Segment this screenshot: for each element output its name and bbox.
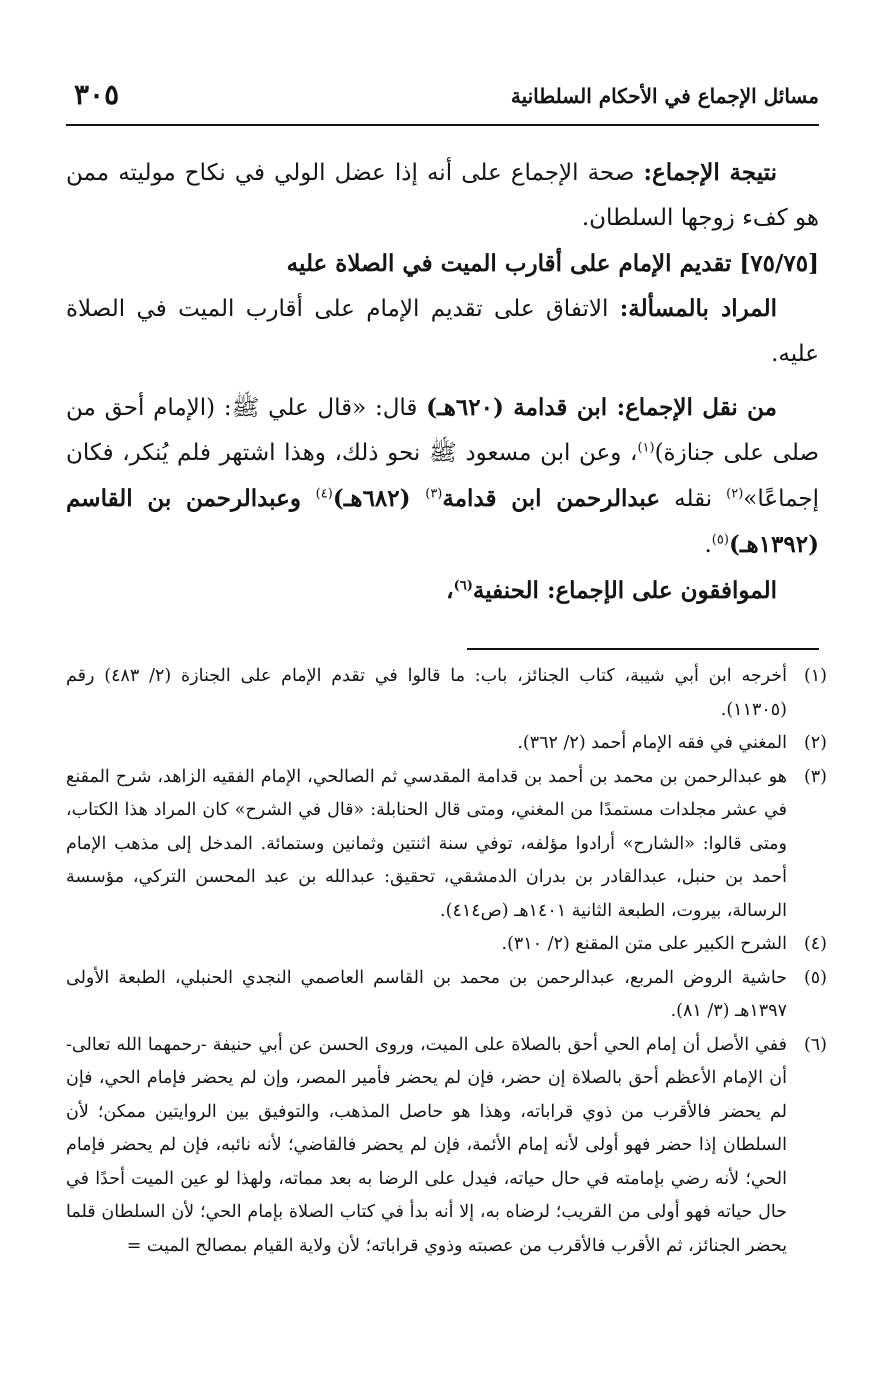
transmitters-paragraph (66, 385, 819, 568)
footnote-text: هو عبدالرحمن بن محمد بن أحمد بن قدامة المقدسي ثم الصالحي، الإمام الفقيه الزاهد، شرح المقنع في عشر مجلدات مستمدًا من المغني، ومتى قال الحنابلة: «قال في الشرح» كان المراد هذا الكتاب، ومتى قالوا: «الشارح» أرادوا مؤلفه، توفي سنة اثنتين وثمانين وستمائة. المدخل إلى مذهب الإمام أحمد بن حنبل، عبدالقادر بن بدران الدمشقي، تحقيق: عبدالله بن عبد المحسن التركي، مؤسسة الرسالة، بيروت، الطبعة الثانية ١٤٠١هـ (ص٤١٤). (66, 766, 787, 921)
header-rule (66, 124, 819, 126)
footnote-rule (467, 648, 819, 650)
result-label: نتيجة الإجماع: (643, 159, 778, 186)
footnote-4 (66, 928, 827, 962)
footnotes (66, 660, 827, 1263)
footnote-text: ففي الأصل أن إمام الحي أحق بالصلاة على الميت، وروى الحسن عن أبي حنيفة -رحمهما الله تعالى- أن الإمام الأعظم أحق بالصلاة إن حضر، فإن لم يحضر فأمير المصر، وإن لم يحضر فإمام الحي، فإن لم يحضر فالأقرب من ذوي قراباته، وهذا هو حاصل المذهب، والتوفيق بين الروايتين ممكن؛ لأن السلطان إذا حضر فهو أولى لأنه إمام الأئمة، فإن لم يحضر فالقاضي؛ لأنه نائبه، فإن لم يحضر فإمام الحي؛ لأنه رضي بإمامته في حال حياته، فيدل على الرضا به بعد مماته، ولهذا لو عين الميت أحدًا في حال حياته فهو أولى من القريب؛ لرضاه به، إلا أنه بدأ في كتاب الصلاة بإمام الحي؛ لأن السلطان قلما يحضر الجنائز، ثم الأقرب فالأقرب من عصبته وذوي قراباته؛ لأن ولاية القيام بمصالح الميت = (66, 1034, 787, 1256)
footnote-ref-6[interactable]: (٦) (453, 578, 473, 594)
footnote-3 (66, 761, 827, 929)
quote-part-1: قال: «قال علي ﷺ: (الإمام أحق من صلى على جنازة) (66, 395, 819, 466)
quote-part-3: نقله (660, 486, 727, 512)
consensus-result-paragraph (66, 150, 819, 241)
date-682: (٦٨٢هـ) (332, 485, 426, 512)
footnote-1 (66, 660, 827, 727)
footnote-ref-1[interactable]: (١) (637, 440, 655, 456)
footnote-number: (٥) (803, 967, 827, 988)
result-text: صحة الإجماع على أنه إذا عضل الولي في نكاح موليته ممن هو كفء زوجها السلطان. (66, 160, 819, 231)
footnote-number: (٤) (803, 934, 827, 954)
footnote-text: أخرجه ابن أبي شيبة، كتاب الجنائز، باب: ما قالوا في تقدم الإمام على الجنازة (٢/ ٤٨٣) رقم (١١٣٠٥). (66, 666, 787, 720)
footnote-ref-4[interactable]: (٤) (315, 486, 333, 502)
footnote-2 (66, 727, 827, 761)
footnote-ref-2[interactable]: (٢) (726, 486, 744, 502)
main-text (66, 150, 819, 613)
quote-part-2: ، وعن ابن مسعود ﷺ نحو ذلك، وهذا اشتهر فلم يُنكر، فكان إجماعًا» (66, 440, 819, 512)
meaning-text: الاتفاق على تقديم الإمام على أقارب الميت في الصلاة عليه. (66, 296, 819, 367)
meaning-paragraph (66, 286, 819, 377)
agreeing-line (66, 568, 819, 613)
page-header (66, 78, 819, 122)
footnote-number: (١) (803, 666, 827, 686)
page-number: ٣٠٥ (74, 78, 120, 111)
ibn-al-qasim: وعبدالرحمن بن القاسم (١٣٩٢هـ) (66, 485, 819, 558)
footnote-text: الشرح الكبير على متن المقنع (٢/ ٣١٠). (501, 934, 787, 954)
abdulrahman-ibn-qudama: عبدالرحمن ابن قدامة (442, 485, 661, 512)
running-title: مسائل الإجماع في الأحكام السلطانية (510, 84, 819, 108)
footnote-number: (٢) (803, 733, 827, 753)
footnote-ref-5[interactable]: (٥) (711, 532, 729, 548)
footnote-6 (66, 1029, 827, 1264)
ibn-qudama: ابن قدامة (٦٢٠هـ) (426, 394, 617, 421)
agreeing-text: الموافقون على الإجماع: الحنفية (472, 577, 777, 604)
footnote-number: (٦) (803, 1034, 827, 1055)
footnote-text: المغني في فقه الإمام أحمد (٢/ ٣٦٢). (517, 733, 787, 753)
footnote-text: حاشية الروض المربع، عبدالرحمن بن محمد بن القاسم العاصمي النجدي الحنبلي، الطبعة الأولى ١٣٩٧هـ (٣/ ٨١). (66, 967, 787, 1021)
meaning-label: المراد بالمسألة: (619, 295, 778, 322)
footnote-number: (٣) (803, 766, 827, 787)
footnote-5 (66, 962, 827, 1029)
period: . (704, 532, 712, 558)
footnote-ref-3[interactable]: (٣) (425, 486, 443, 502)
transmitters-label: من نقل الإجماع: (616, 394, 777, 421)
section-heading: [٧٥/٧٥] تقديم الإمام على أقارب الميت في الصلاة عليه (286, 250, 819, 277)
agreeing-comma: ، (446, 577, 454, 604)
